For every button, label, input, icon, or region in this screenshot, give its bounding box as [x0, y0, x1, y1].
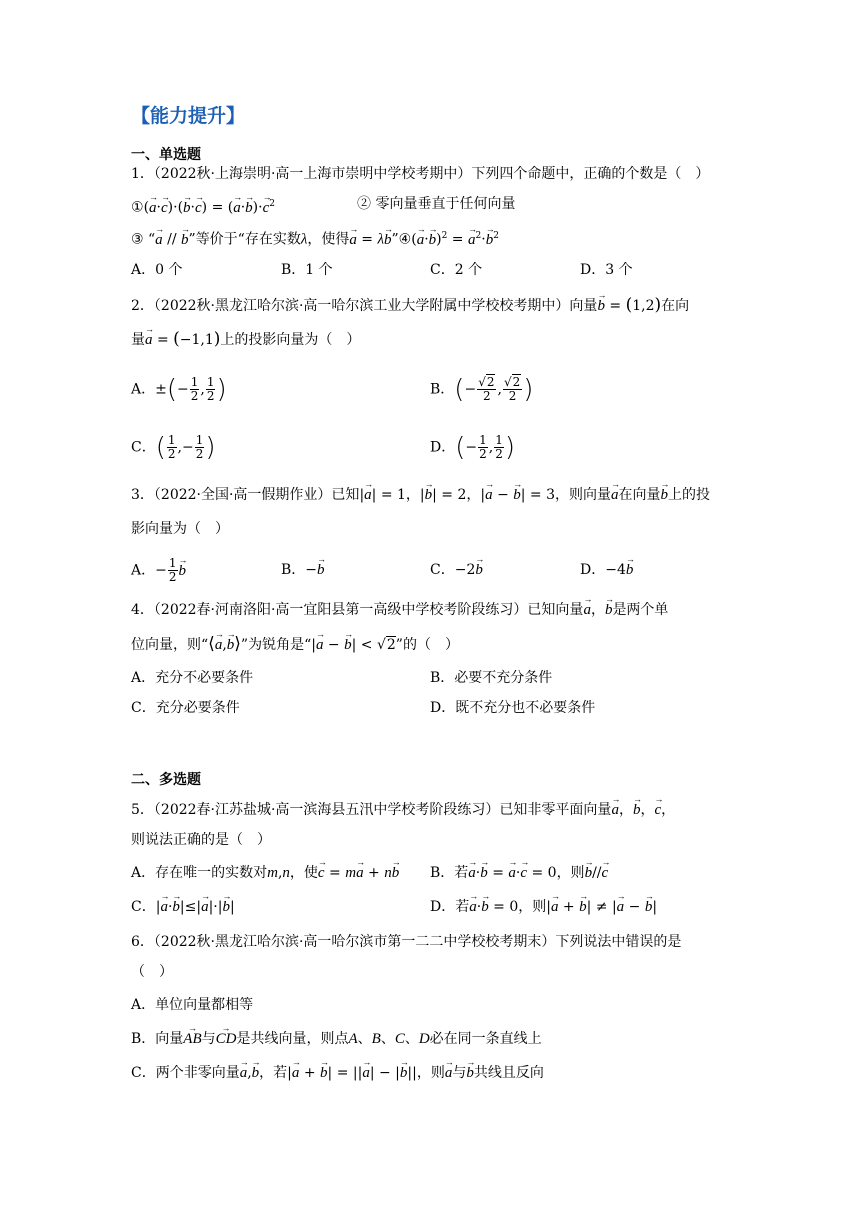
question-2-option-b: B．(− $\frac{√2}{2}$ , $\frac{√2}{2}$ ) [430, 374, 534, 405]
section-heading-single-choice: 一、单选题 [131, 147, 201, 163]
question-1-option-a: A．0 个 [131, 262, 183, 278]
question-3-line-1: 3．（2022·全国·高一假期作业）已知|→ a| = 1，|→ b| = 2，|→ a − → b| = 3，则向量→ a在向量→ b上的投 [131, 485, 710, 505]
question-5-line-1: 5．（2022春·江苏盐城·高一滨海县五汛中学校考阶段练习）已知非零平面向量→ a，→ b，→ c， [131, 800, 675, 820]
question-2-option-a: A．±(− $\frac{1}{2}$ , $\frac{1}{2}$ ) [131, 374, 227, 405]
question-2-option-c: C．( $\frac{1}{2}$ ,− $\frac{1}{2}$ ) [131, 432, 216, 463]
question-6-line-2: （ ） [131, 964, 173, 980]
question-6-option-c: C．两个非零向量→ a,→ b，若|→ a + → b| = ||→ a| − |→ b||，则→ a与→ b共线且反向 [131, 1063, 544, 1083]
question-4-option-a: A．充分不必要条件 [131, 670, 254, 686]
question-5-option-b: B．若→ a·→ b = → a·→ c = 0，则→ b//→ c [430, 863, 608, 883]
question-1-statement-3-4: ③ “→ a // → b”等价于“存在实数λ，使得→ a = λ→ b”④(→ a·→ b)$^2$ = → $a^2\cdot\to b^2$ [131, 226, 499, 250]
question-4-line-1: 4．（2022春·河南洛阳·高一宜阳县第一高级中学校考阶段练习）已知向量→ a，→ b是两个单 [131, 600, 668, 620]
question-4-option-d: D．既不充分也不必要条件 [430, 700, 596, 716]
question-2-line-2: 量→ a = (−1,1)上的投影向量为（ ） [131, 329, 360, 350]
question-5-option-a: A．存在唯一的实数对m,n，使→ c = m→ a + n→ b [131, 863, 399, 883]
question-6-option-a: A．单位向量都相等 [131, 997, 254, 1013]
question-3-line-2: 影向量为（ ） [131, 521, 229, 537]
question-1-option-b: B．1 个 [281, 262, 333, 278]
question-3-option-d: D．−4→ b [580, 560, 633, 580]
question-1-option-c: C．2 个 [430, 262, 483, 278]
question-5-option-d: D．若→ a·→ b = 0，则|→ a + → b| ≠ |→ a − → b| [430, 897, 657, 917]
question-1-option-d: D．3 个 [580, 262, 633, 278]
question-4-option-c: C．充分必要条件 [131, 700, 240, 716]
question-2-option-d: D．(− $\frac{1}{2}$ , $\frac{1}{2}$ ) [430, 432, 516, 463]
question-2-line-1: 2．（2022秋·黑龙江哈尔滨·高一哈尔滨工业大学附属中学校校考期中）向量→ b = (1,2)在向 [131, 295, 689, 316]
section-heading-multiple-choice: 二、多选题 [131, 772, 201, 788]
question-4-option-b: B．必要不充分条件 [430, 670, 553, 686]
question-6-option-b: B．向量→ AB与→ CD是共线向量，则点A、B、C、D必在同一条直线上 [131, 1029, 542, 1049]
question-1-stem: 1．（2022秋·上海崇明·高一上海市崇明中学校考期中）下列四个命题中，正确的个数是（ ） [131, 166, 710, 182]
question-6-line-1: 6．（2022秋·黑龙江哈尔滨·高一哈尔滨市第一二二中学校校考期末）下列说法中错误的是 [131, 934, 682, 950]
question-1-statement-2: ② 零向量垂直于任何向量 [357, 196, 516, 212]
question-3-option-b: B．−→ b [281, 560, 325, 580]
page-title: 【能力提升】 [131, 105, 246, 127]
question-5-line-2: 则说法正确的是（ ） [131, 832, 271, 848]
question-3-option-a: A．− $\frac{1}{2}$ → b [131, 557, 186, 584]
question-4-line-2: 位向量，则“⟨→ a,→ b⟩”为锐角是“|→ a − → b| < √2”的（ ） [131, 634, 459, 655]
question-1-statement-1: ①(→ a·→ c)·(→ b·→ c) = (→ $a\cdot\to b)\cdot\to c^2$ [131, 194, 275, 218]
question-5-option-c: C．|→ a·→ b|≤|→ a|·|→ b| [131, 897, 235, 917]
question-3-option-c: C．−2→ b [430, 560, 483, 580]
